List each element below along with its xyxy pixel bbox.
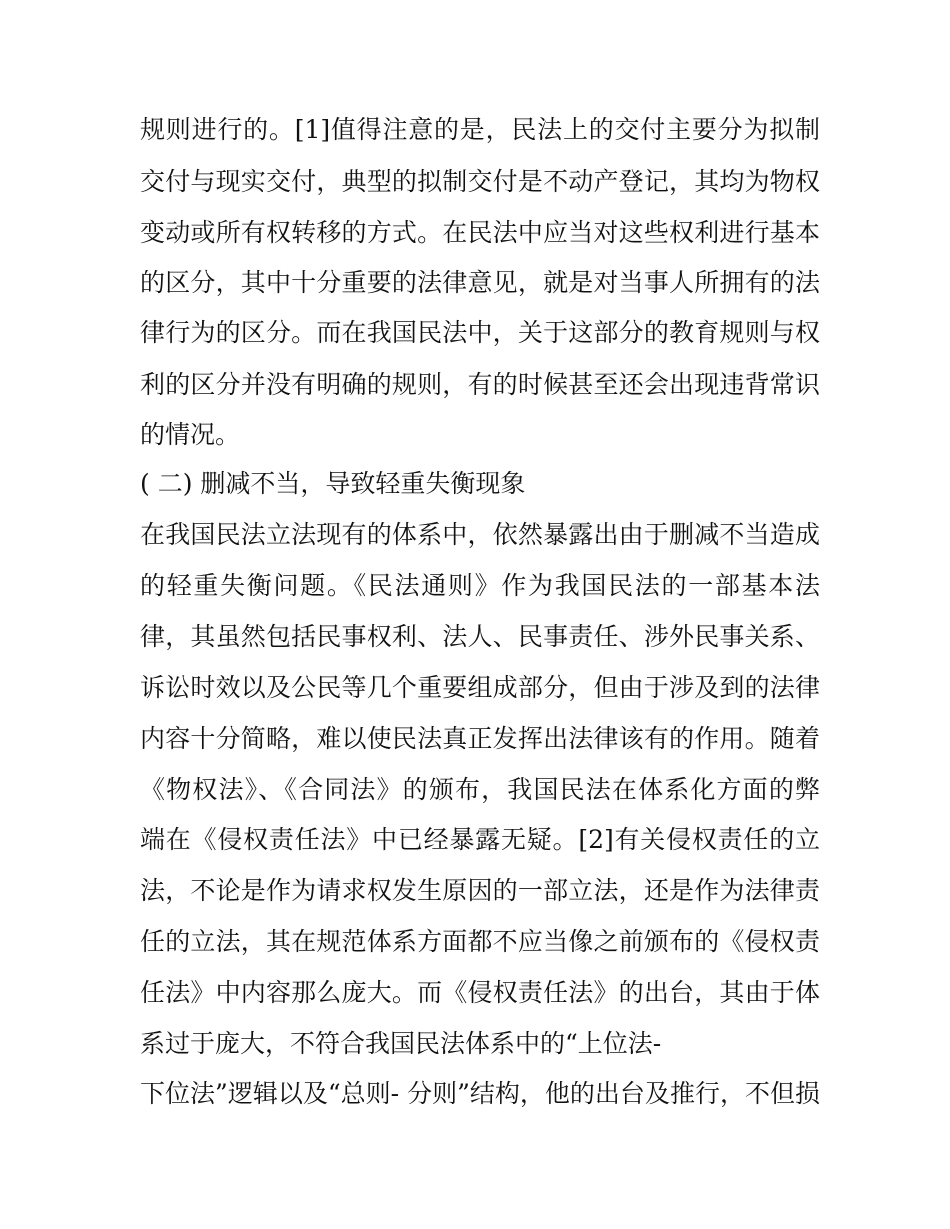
paragraph-line: 端在《侵权责任法》中已经暴露无疑。[2]有关侵权责任的立	[140, 825, 820, 854]
paragraph-line: 内容十分简略，难以使民法真正发挥出法律该有的作用。随着	[140, 724, 820, 753]
paragraph-line: 法，不论是作为请求权发生原因的一部立法，还是作为法律责	[140, 876, 820, 905]
paragraph-line: 变动或所有权转移的方式。在民法中应当对这些权利进行基本	[140, 218, 820, 247]
paragraph-line: 任法》中内容那么庞大。而《侵权责任法》的出台，其由于体	[140, 978, 820, 1007]
paragraph-line: 律行为的区分。而在我国民法中，关于这部分的教育规则与权	[140, 318, 820, 347]
paragraph-line: 交付与现实交付，典型的拟制交付是不动产登记，其均为物权	[140, 167, 820, 196]
paragraph-line: 的轻重失衡问题。《民法通则》作为我国民法的一部基本法	[140, 571, 820, 600]
paragraph-line: 《物权法》、《合同法》的颁布，我国民法在体系化方面的弊	[140, 775, 820, 804]
paragraph-line: 系过于庞大，不符合我国民法体系中的“上位法-	[140, 1029, 662, 1058]
paragraph-line: 利的区分并没有明确的规则，有的时候甚至还会出现违背常识	[140, 370, 820, 399]
paragraph-line: 任的立法，其在规范体系方面都不应当像之前颁布的《侵权责	[140, 927, 820, 956]
paragraph-line: 在我国民法立法现有的体系中，依然暴露出由于删减不当造成	[140, 520, 820, 549]
paragraph-line: 律，其虽然包括民事权利、法人、民事责任、涉外民事关系、	[140, 622, 820, 651]
paragraph-line: 的区分，其中十分重要的法律意见，就是对当事人所拥有的法	[140, 268, 820, 297]
paragraph-line: 的情况。	[140, 420, 241, 449]
paragraph-line: 诉讼时效以及公民等几个重要组成部分，但由于涉及到的法律	[140, 673, 820, 702]
paragraph-line: 规则进行的。[1]值得注意的是，民法上的交付主要分为拟制	[140, 115, 820, 144]
section-heading: ( 二) 删减不当，导致轻重失衡现象	[140, 469, 526, 498]
paragraph-line: 下位法”逻辑以及“总则- 分则”结构，他的出台及推行，不但损	[140, 1079, 820, 1108]
